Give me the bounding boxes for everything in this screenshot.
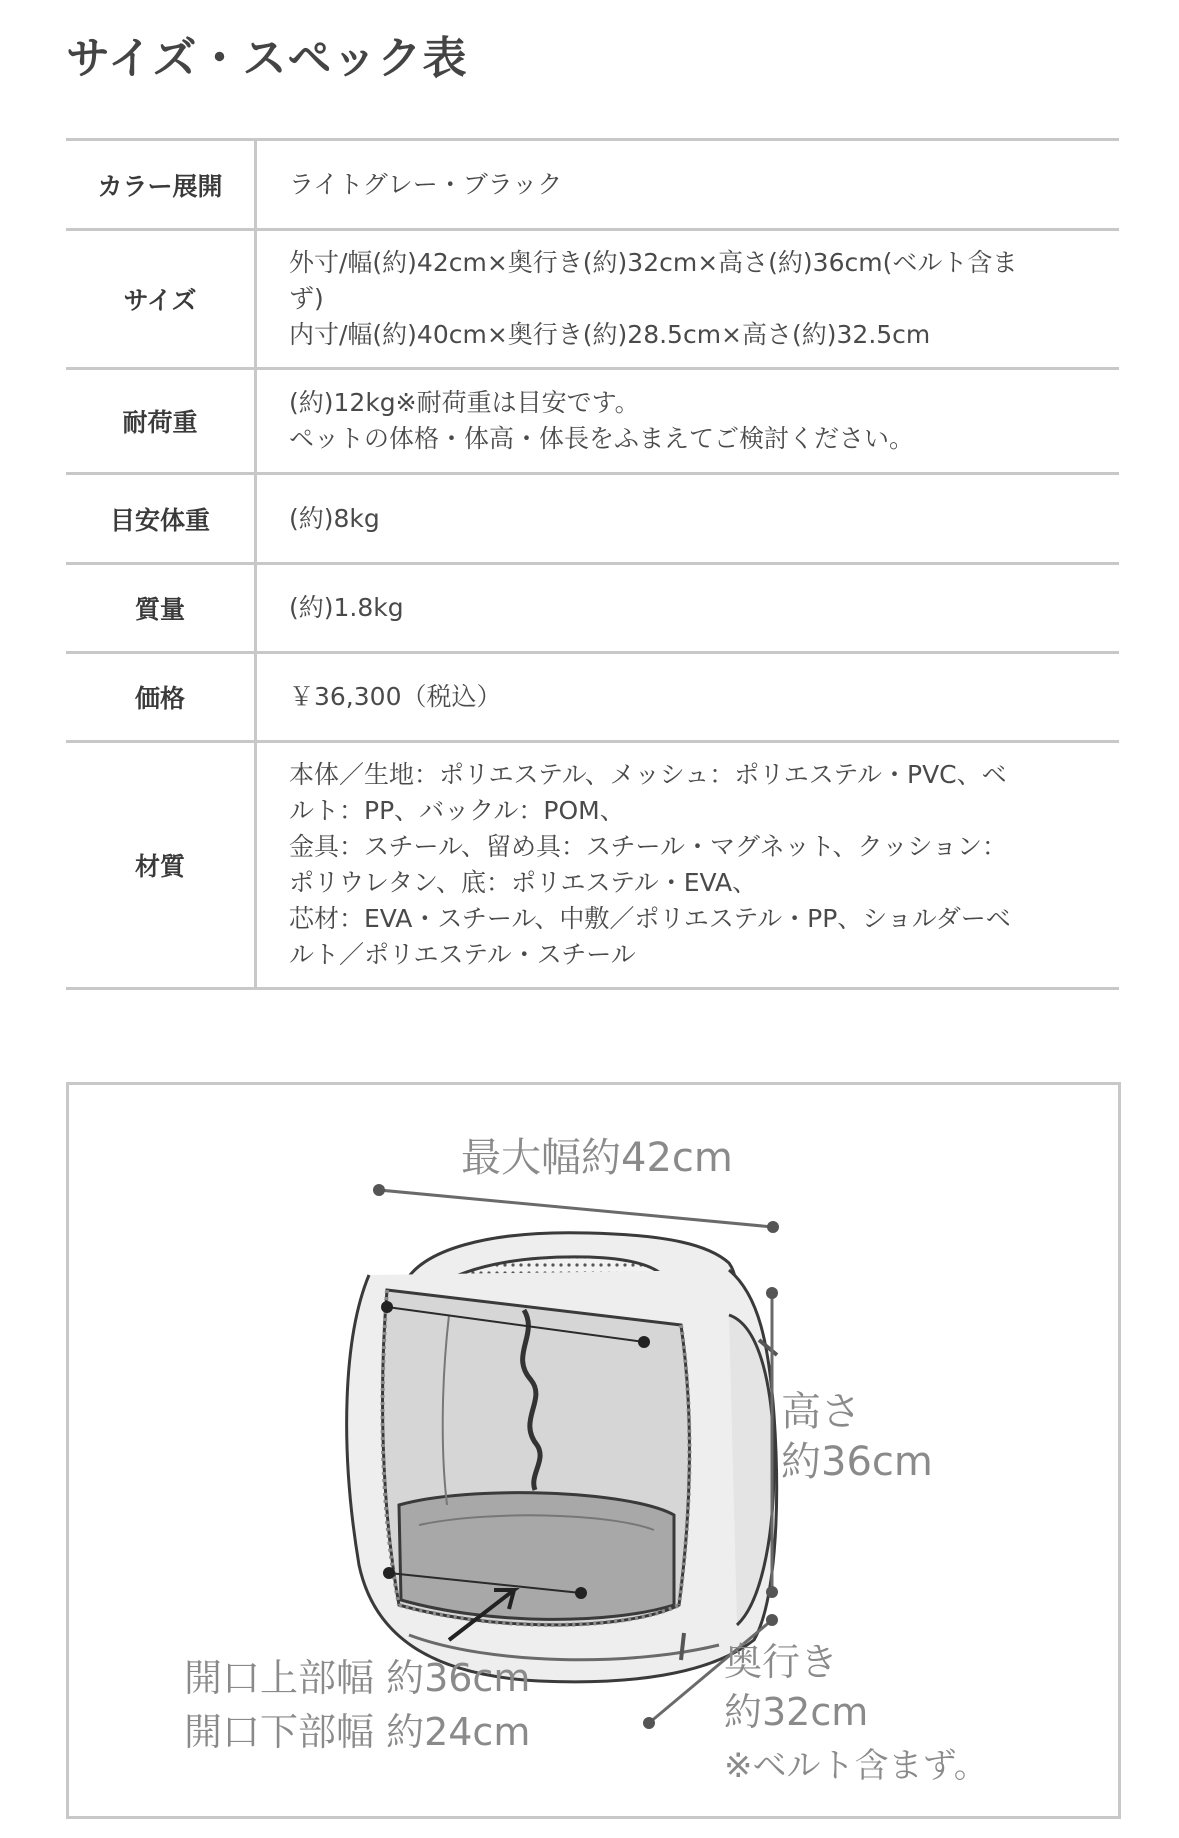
spec-value-line: ライトグレー・ブラック	[289, 169, 563, 199]
width-label: 最大幅約42cm	[461, 1135, 733, 1181]
spec-table	[66, 138, 1119, 990]
spec-row-size	[66, 230, 1119, 369]
spec-value-load	[256, 369, 1120, 474]
spec-row-color	[66, 140, 1119, 230]
spec-value-price	[256, 653, 1120, 742]
width-dimension	[373, 1184, 779, 1233]
spec-row-weight-guide	[66, 474, 1119, 564]
spec-row-material	[66, 742, 1119, 989]
spec-row-load	[66, 369, 1119, 474]
spec-label-load: 耐荷重	[66, 369, 256, 474]
spec-row-price	[66, 653, 1119, 742]
carrier-illustration	[69, 1085, 1118, 1816]
spec-value-color	[256, 140, 1120, 230]
height-label-line2: 約36cm	[781, 1439, 933, 1485]
depth-label-line2: 約32cm	[724, 1690, 869, 1734]
spec-value-line: ルト：PP、バックル：POM、	[289, 796, 625, 825]
spec-value-size	[256, 230, 1120, 369]
spec-value-line: (約)1.8kg	[289, 593, 404, 622]
spec-label-material: 材質	[66, 742, 256, 989]
depth-label-line1: 奥行き	[724, 1640, 839, 1684]
depth-note: ※ベルト含まず。	[724, 1746, 988, 1786]
bag-body	[347, 1233, 777, 1682]
spec-value-line: (約)12kg※耐荷重は目安です。	[289, 388, 640, 417]
spec-value-line: ￥36,300（税込）	[289, 682, 502, 711]
spec-value-line: ペットの体格・体高・体長をふまえてご検討ください。	[289, 424, 915, 453]
spec-label-color: カラー展開	[66, 140, 256, 230]
spec-value-weight-guide	[256, 474, 1120, 564]
spec-label-size: サイズ	[66, 230, 256, 369]
opening-top-label: 開口上部幅 約36cm	[184, 1656, 531, 1700]
spec-label-price: 価格	[66, 653, 256, 742]
spec-value-line: 内寸/幅(約)40cm×奥行き(約)28.5cm×高さ(約)32.5cm	[289, 320, 931, 349]
spec-value-line: (約)8kg	[289, 503, 380, 533]
spec-value-material	[256, 742, 1120, 989]
spec-value-line: 外寸/幅(約)42cm×奥行き(約)32cm×高さ(約)36cm(ベルト含ま	[289, 248, 1018, 277]
page-title: サイズ・スペック表	[66, 33, 468, 84]
spec-value-line: 金具：スチール、留め具：スチール・マグネット、クッション：	[289, 832, 1008, 861]
spec-label-weight-guide: 目安体重	[66, 474, 256, 564]
height-label-line1: 高さ	[781, 1389, 861, 1435]
spec-value-line: ず)	[289, 284, 324, 313]
spec-label-mass: 質量	[66, 564, 256, 653]
spec-value-line: 芯材：EVA・スチール、中敷／ポリエステル・PP、ショルダーベ	[289, 904, 1011, 933]
spec-value-line: 本体／生地：ポリエステル、メッシュ：ポリエステル・PVC、ベ	[289, 760, 1007, 789]
spec-value-mass	[256, 564, 1120, 653]
opening-bottom-label: 開口下部幅 約24cm	[184, 1710, 531, 1754]
spec-row-mass	[66, 564, 1119, 653]
dimension-diagram	[66, 1082, 1121, 1819]
spec-value-line: ポリウレタン、底：ポリエステル・EVA、	[289, 868, 758, 897]
spec-value-line: ルト／ポリエステル・スチール	[289, 940, 636, 969]
